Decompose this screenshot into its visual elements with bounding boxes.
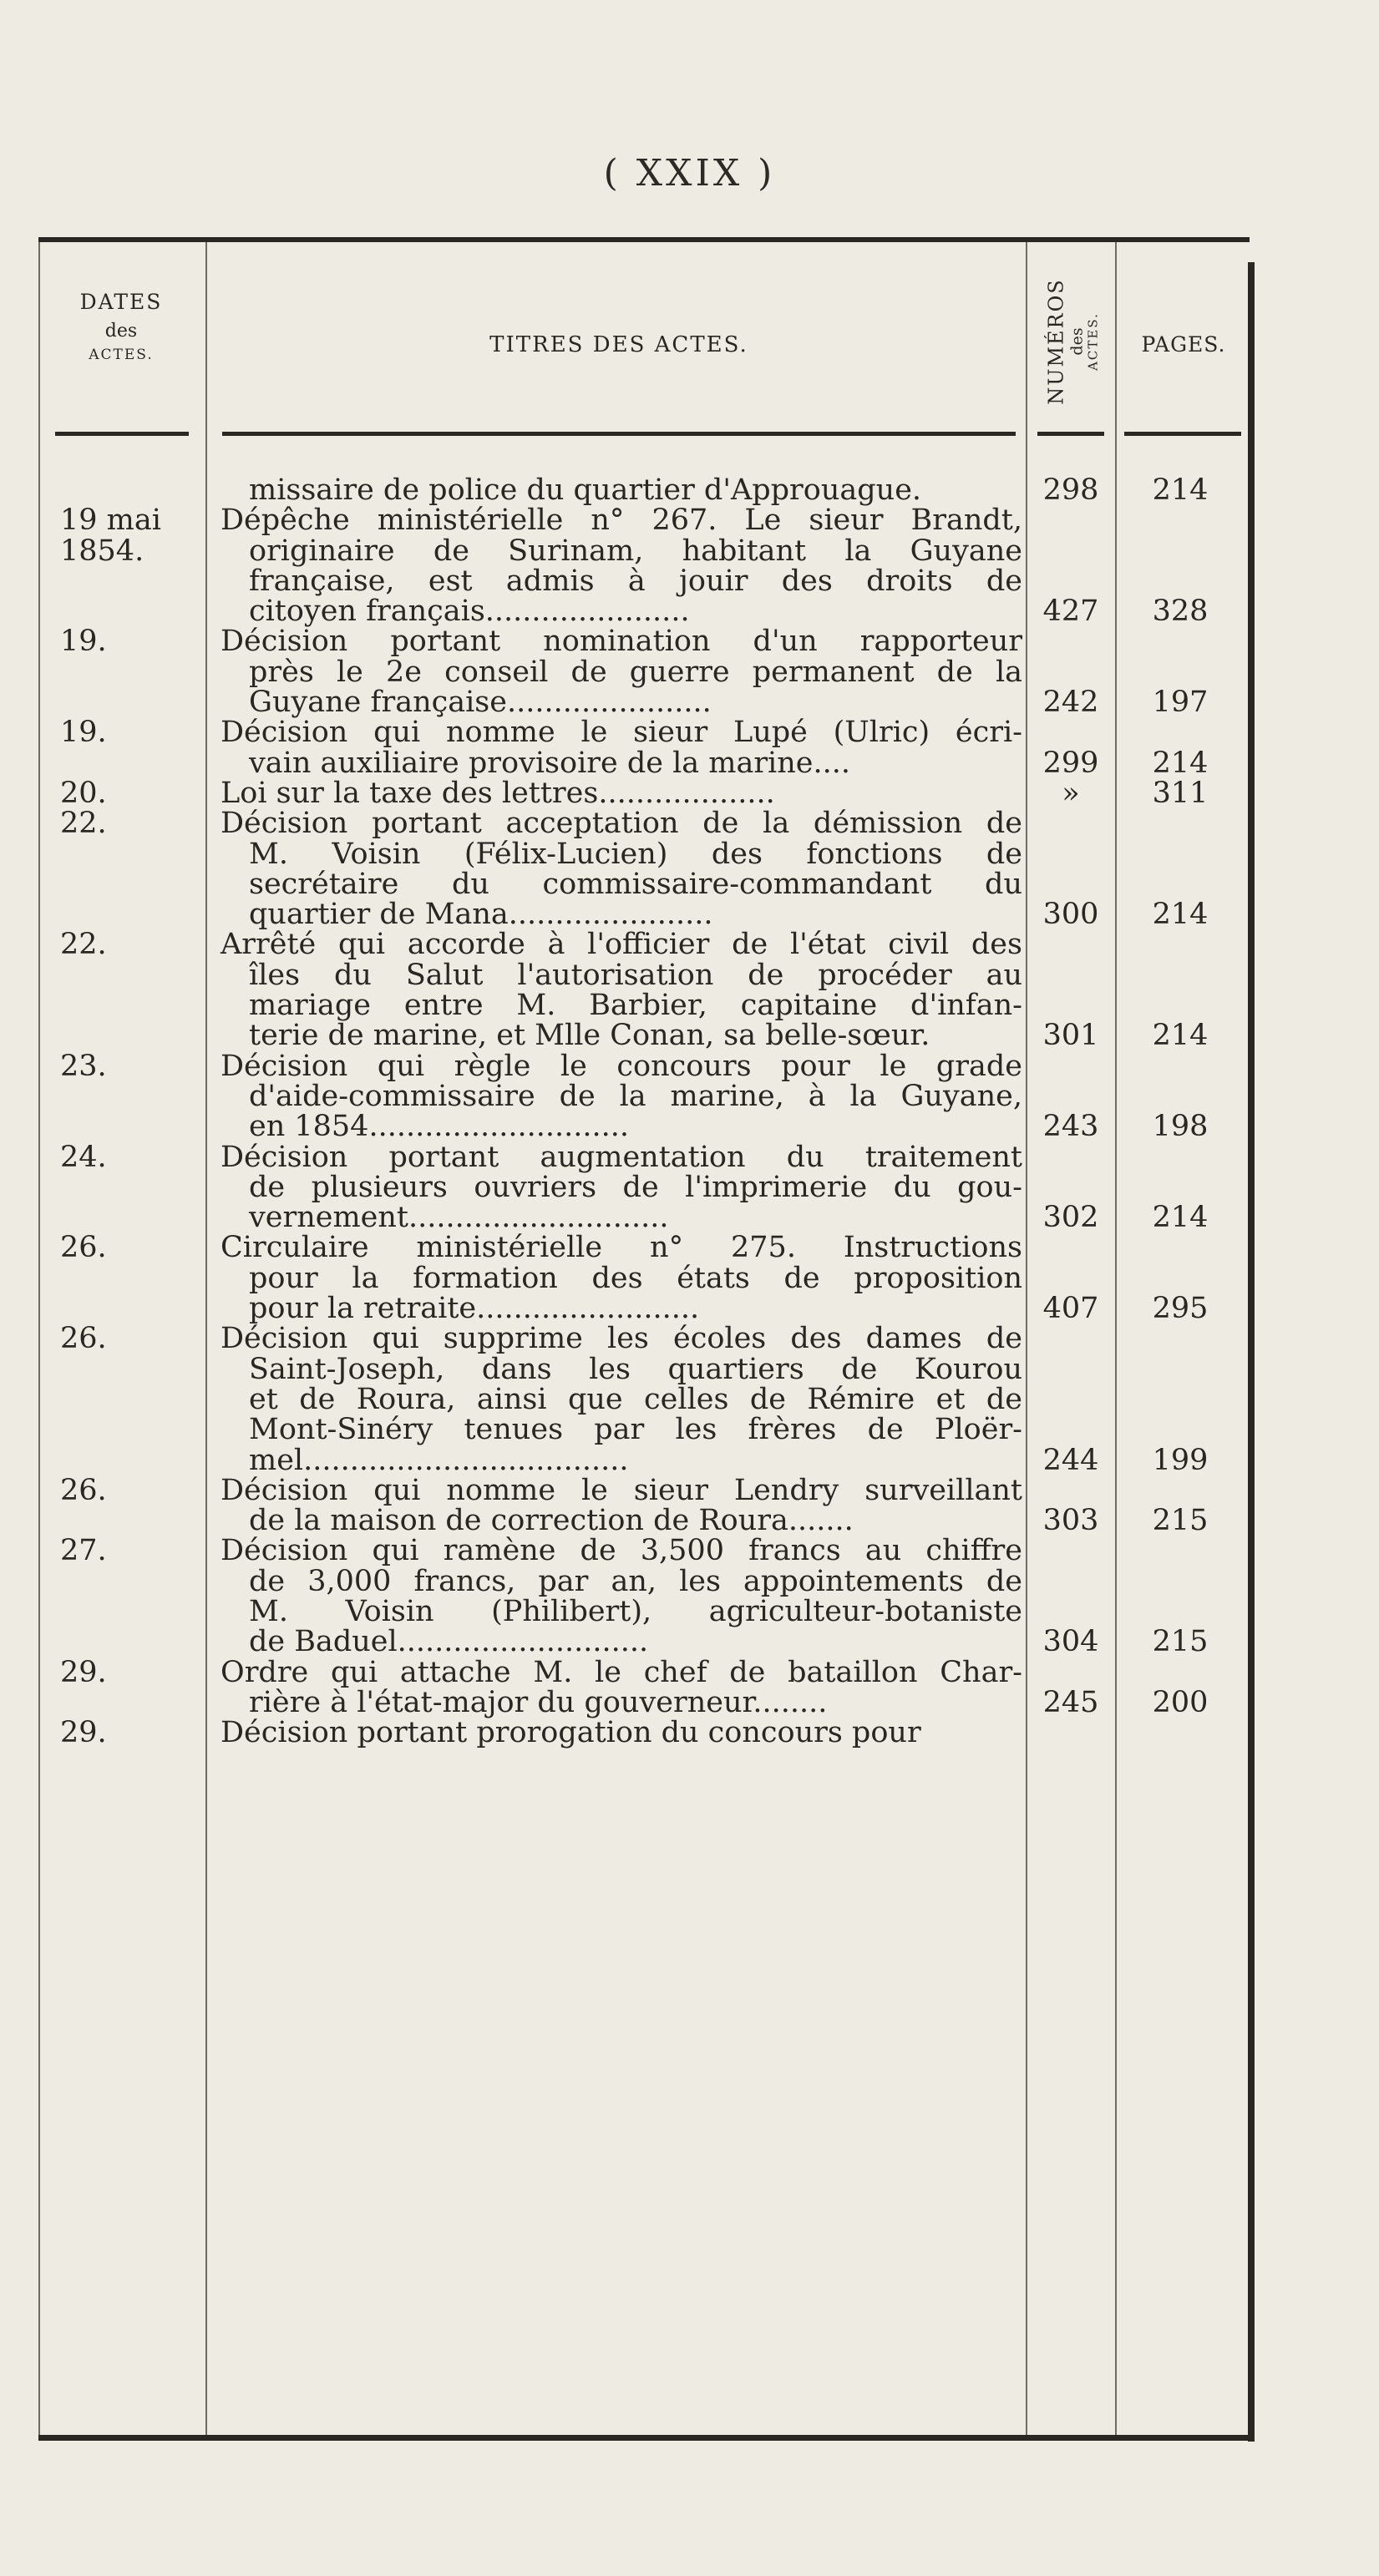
entry-date: 26. — [60, 1231, 107, 1265]
header-pages: PAGES. — [1141, 332, 1226, 357]
entry-title-line: Ordre qui attache M. le chef de bataillon Char- — [221, 1655, 1022, 1689]
table-row-line — [38, 778, 1250, 808]
table-row-line — [38, 1232, 1250, 1263]
entry-title-line: secrétaire du commissaire-commandant du — [249, 867, 1022, 901]
table-row-line — [38, 1081, 1250, 1111]
table-row-line — [38, 1323, 1250, 1354]
header-dates — [50, 289, 192, 364]
table-row-line — [38, 748, 1250, 778]
header-underline — [222, 432, 1016, 436]
entry-title-line: vain auxiliaire provisoire de la marine.... — [249, 746, 850, 780]
table-row-line — [38, 960, 1250, 990]
header-numeros-line: des — [1067, 327, 1087, 356]
table-row-line — [38, 1657, 1250, 1688]
table-row-line — [38, 1292, 1250, 1326]
entry-title-line: M. Voisin (Philibert), agriculteur-botaniste — [249, 1594, 1022, 1628]
entry-number: » — [1062, 776, 1080, 810]
entry-page: 214 — [1152, 1201, 1209, 1235]
entry-page: 214 — [1152, 746, 1209, 780]
table-row-line — [38, 1019, 1250, 1053]
entry-date: 22. — [60, 807, 107, 841]
entry-date: 26. — [60, 1473, 107, 1507]
table-row-line — [38, 536, 1250, 566]
entry-title-line: Arrêté qui accorde à l'officier de l'état civil des — [221, 928, 1022, 962]
table-body — [38, 475, 1250, 1748]
entry-title-line: originaire de Surinam, habitant la Guyane — [249, 534, 1022, 568]
entry-date: 19. — [60, 716, 107, 750]
table-row-line — [38, 1354, 1250, 1384]
entry-page: 295 — [1152, 1292, 1209, 1326]
entry-date: 29. — [60, 1655, 107, 1689]
entry-title-line: d'aide-commissaire de la marine, à la Guyane, — [249, 1079, 1022, 1113]
table-row-line — [38, 898, 1250, 932]
table-row-line — [38, 657, 1250, 687]
entry-title-line: terie de marine, et Mlle Conan, sa belle-sœur. — [249, 1019, 930, 1053]
table-row-line — [38, 1627, 1250, 1657]
header-underline — [1037, 432, 1104, 436]
table-row-line — [38, 1384, 1250, 1415]
header-underline — [1124, 432, 1241, 436]
entry-date: 19 mai — [60, 504, 161, 538]
header-titles: TITRES DES ACTES. — [489, 332, 748, 357]
entry-date: 20. — [60, 776, 107, 810]
table-row-line — [38, 1445, 1250, 1475]
entry-number: 243 — [1042, 1110, 1099, 1144]
entry-title-line: Décision qui supprime les écoles des dames de — [221, 1322, 1022, 1356]
entry-number: 299 — [1042, 746, 1099, 780]
table-row-line — [38, 869, 1250, 899]
entry-date: 23. — [60, 1049, 107, 1083]
header-numeros-line: NUMÉROS — [1044, 278, 1068, 405]
table-row-line — [38, 839, 1250, 869]
entry-title-line: Circulaire ministérielle n° 275. Instructions — [221, 1231, 1022, 1265]
entry-title-line: rière à l'état-major du gouverneur........ — [249, 1685, 828, 1719]
header-underline — [55, 432, 189, 436]
table-row-line — [38, 1263, 1250, 1293]
entry-number: 301 — [1042, 1019, 1099, 1053]
entry-page: 328 — [1152, 595, 1209, 629]
entry-title-line: près le 2e conseil de guerre permanent de la — [249, 655, 1022, 689]
table-row-line — [38, 1415, 1250, 1445]
entry-number: 244 — [1042, 1443, 1099, 1477]
entry-title-line: Saint-Joseph, dans les quartiers de Kourou — [249, 1352, 1022, 1386]
table-row-line — [38, 595, 1250, 629]
entry-number: 304 — [1042, 1625, 1099, 1659]
entry-number: 300 — [1042, 898, 1099, 932]
index-table — [38, 237, 1258, 2446]
entry-page: 311 — [1152, 776, 1209, 810]
header-dates-line: ACTES. — [89, 346, 154, 363]
table-row-line — [38, 1685, 1250, 1719]
table-row-line — [38, 1201, 1250, 1235]
entry-title-line: Guyane française...................... — [249, 686, 712, 720]
entry-title-line: îles du Salut l'autorisation de procéder au — [249, 958, 1022, 992]
entry-date: 26. — [60, 1322, 107, 1356]
entry-title-line: Décision portant nomination d'un rapporteur — [221, 625, 1022, 659]
entry-number: 302 — [1042, 1201, 1099, 1235]
table-row-line — [38, 1142, 1250, 1172]
entry-date: 19. — [60, 625, 107, 659]
table-row-line — [38, 1718, 1250, 1748]
table-row-line — [38, 686, 1250, 720]
entry-title-line: de plusieurs ouvriers de l'imprimerie du gou- — [249, 1170, 1022, 1204]
entry-title-line: Mont-Sinéry tenues par les frères de Ploër- — [249, 1413, 1022, 1447]
entry-title-line: française, est admis à jouir des droits de — [249, 564, 1022, 598]
entry-title-line: mel................................... — [249, 1443, 629, 1477]
entry-title-line: de Baduel........................... — [249, 1625, 649, 1659]
page-header: ( XXIX ) — [603, 152, 776, 195]
entry-title-line: Loi sur la taxe des lettres................... — [221, 776, 775, 810]
entry-page: 200 — [1152, 1685, 1209, 1719]
entry-date: 22. — [60, 928, 107, 962]
table-row-line — [38, 1051, 1250, 1081]
table-row-line — [38, 1475, 1250, 1506]
table-bottom-rule — [38, 2435, 1254, 2441]
entry-title-line: pour la formation des états de proposition — [249, 1261, 1022, 1295]
table-row-line — [38, 475, 1250, 505]
entry-title-line: quartier de Mana...................... — [249, 898, 713, 932]
header-dates-line: DATES — [79, 290, 163, 314]
entry-number: 242 — [1042, 686, 1099, 720]
entry-title-line: M. Voisin (Félix-Lucien) des fonctions de — [249, 837, 1022, 871]
entry-page: 215 — [1152, 1504, 1209, 1538]
table-row-line — [38, 1172, 1250, 1202]
entry-title-line: Dépêche ministérielle n° 267. Le sieur Brandt, — [221, 504, 1022, 538]
entry-title-line: mariage entre M. Barbier, capitaine d'infan- — [249, 989, 1022, 1023]
entry-title-line: pour la retraite........................ — [249, 1292, 700, 1326]
entry-title-line: missaire de police du quartier d'Approuague. — [249, 473, 922, 507]
entry-page: 198 — [1152, 1110, 1209, 1144]
entry-title-line: Décision portant acceptation de la démission de — [221, 807, 1022, 841]
entry-page: 215 — [1152, 1625, 1209, 1659]
entry-number: 407 — [1042, 1292, 1099, 1326]
table-row-line — [38, 1566, 1250, 1597]
entry-title-line: de la maison de correction de Roura....... — [249, 1504, 854, 1538]
entry-page: 214 — [1152, 473, 1209, 507]
table-row-line — [38, 625, 1250, 659]
entry-title-line: Décision qui ramène de 3,500 francs au chiffre — [221, 1534, 1022, 1568]
table-row-line — [38, 1536, 1250, 1566]
table-row-line — [38, 807, 1250, 841]
entry-number: 303 — [1042, 1504, 1099, 1538]
entry-number: 427 — [1042, 595, 1099, 629]
entry-date: 1854. — [60, 534, 144, 568]
entry-date: 29. — [60, 1716, 107, 1750]
table-row-line — [38, 928, 1250, 962]
entry-page: 214 — [1152, 1019, 1209, 1053]
entry-title-line: Décision portant prorogation du concours pour — [221, 1716, 921, 1750]
entry-number: 245 — [1042, 1685, 1099, 1719]
header-dates-line: des — [104, 321, 138, 342]
entry-title-line: de 3,000 francs, par an, les appointements de — [249, 1564, 1022, 1598]
entry-title-line: Décision qui nomme le sieur Lupé (Ulric) écri- — [221, 716, 1022, 750]
table-row-line — [38, 1594, 1250, 1628]
entry-title-line: Décision portant augmentation du traitement — [221, 1140, 1022, 1174]
entry-title-line: Décision qui règle le concours pour le grade — [221, 1049, 1022, 1083]
entry-date: 27. — [60, 1534, 107, 1568]
table-row-line — [38, 716, 1250, 750]
entry-date: 24. — [60, 1140, 107, 1174]
entry-title-line: citoyen français...................... — [249, 595, 690, 629]
entry-page: 214 — [1152, 898, 1209, 932]
entry-title-line: et de Roura, ainsi que celles de Rémire et de — [249, 1382, 1022, 1416]
table-row-line — [38, 566, 1250, 596]
entry-title-line: vernement............................ — [249, 1201, 669, 1235]
entry-title-line: Décision qui nomme le sieur Lendry surveillant — [221, 1473, 1022, 1507]
table-row-line — [38, 504, 1250, 538]
entry-number: 298 — [1042, 473, 1099, 507]
table-row-line — [38, 1506, 1250, 1536]
header-numeros-line: ACTES. — [1086, 312, 1102, 371]
entry-page: 199 — [1152, 1443, 1209, 1477]
table-row-line — [38, 1110, 1250, 1144]
entry-title-line: en 1854............................ — [249, 1110, 629, 1144]
entry-page: 197 — [1152, 686, 1209, 720]
header-numeros — [1044, 262, 1103, 421]
table-row-line — [38, 989, 1250, 1023]
table-top-rule — [38, 237, 1250, 242]
